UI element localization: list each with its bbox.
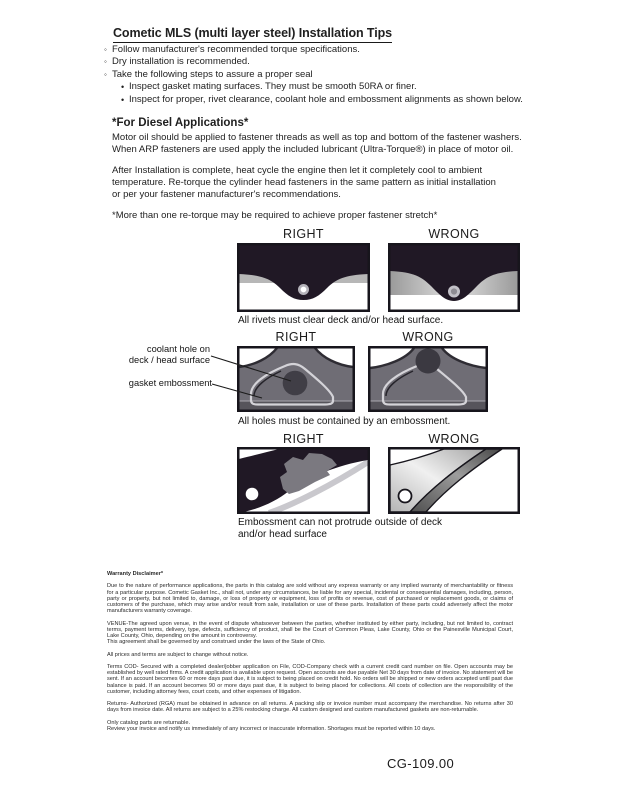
figure3-right-label: RIGHT bbox=[283, 432, 324, 446]
annotation-line: deck / head surface bbox=[128, 354, 210, 365]
list-item bbox=[104, 44, 524, 56]
sub-bullet-marker-icon: • bbox=[121, 82, 125, 93]
figure1-wrong-label: WRONG bbox=[428, 227, 480, 241]
diesel-paragraph-2 bbox=[112, 165, 522, 202]
embossment-containment-right-diagram bbox=[237, 346, 355, 412]
list-item-text: Inspect for proper, rivet clearance, coolant hole and embossment alignments as shown below. bbox=[129, 93, 523, 105]
gasket-embossment-annotation: gasket embossment bbox=[128, 378, 212, 388]
page-code: CG-109.00 bbox=[387, 756, 455, 771]
legal-paragraph-governed: This agreement shall be governed by and construed under the laws of the State of Ohio. bbox=[107, 639, 326, 646]
legal-paragraph-returnable: Only catalog parts are returnable. bbox=[107, 719, 191, 726]
legal-paragraph-review: Review your invoice and notify us immediately of any incorrect or inaccurate information. Shortages must be reported within 10 days. bbox=[107, 725, 436, 732]
figure3-wrong-label: WRONG bbox=[428, 432, 480, 446]
legal-paragraph-warranty: Due to the nature of performance applications, the parts in this catalog are sold without any express warranty or any implied warranty of merchantability or fitness for a particular purpose. Cometic Gasket Inc., shall not, under any circumstances, be liable for any special, incidental or consequential damages, including, person, party or property, but not limited to, damage, or loss of property or equipment, loss of profits or revenue, cost of purchased or replacement goods, or claims of customers of the purchase, which may arise and/or result from sale, installation or use of these parts. Installation of these parts could adversely affect the motor manufacturers warranty coverage. bbox=[107, 583, 513, 615]
figure2-caption: All holes must be contained by an embossment. bbox=[238, 416, 451, 427]
warranty-disclaimer-heading: Warranty Disclaimer* bbox=[107, 571, 164, 577]
figure2-right-label: RIGHT bbox=[275, 330, 317, 344]
paragraph-line: Motor oil should be applied to fastener threads as well as top and bottom of the fastener washers. bbox=[112, 132, 522, 143]
retorque-note: *More than one re-torque may be required to achieve proper fastener stretch* bbox=[112, 210, 438, 221]
legal-paragraph-terms: Terms COD- Secured with a completed dealer/jobber application on File, COD-Company check with a current credit card number on file. Open accounts may be established by well rated firms. A credit application is available upon request. Open accounts are due payable Net 30 days from date of invoice. No statement will be sent. If an account becomes 60 or more days past due, it is subject to being placed on credit hold. No orders will be shipped or new orders accepted until past due balance is paid. If an account becomes 90 or more days past due, it is subject to being placed for collections. All costs of collection are the responsibility of the customer, including attorney fees, court costs, and other expenses of litigation. bbox=[107, 663, 513, 695]
bullet-marker-icon: ◦ bbox=[104, 57, 107, 67]
list-item bbox=[104, 69, 524, 81]
embossment-containment-wrong-diagram bbox=[368, 346, 488, 412]
sub-list-item bbox=[104, 94, 524, 106]
paragraph-line: temperature. Re-torque the cylinder head fasteners in the same pattern as initial installation bbox=[112, 177, 496, 189]
sub-list-item bbox=[104, 81, 524, 93]
list-item-text: Inspect gasket mating surfaces. They must be smooth 50RA or finer. bbox=[129, 81, 417, 93]
annotation-line: coolant hole on bbox=[146, 344, 210, 354]
paragraph-line: When ARP fasteners are used apply the included lubricant (Ultra-Torque®) in place of motor oil. bbox=[112, 144, 514, 156]
paragraph-line: After Installation is complete, heat cycle the engine then let it completely cool to ambient bbox=[112, 165, 483, 176]
legal-paragraph-venue: VENUE-The agreed upon venue, in the event of dispute whatsoever between the parties, whether instituted by either party, including, but not limited to, contract terms, payment terms, delivery, type, defects, sufficiency of product, shall be the Court of Common Pleas, Lake County, Ohio or the Painesville Municipal Court, Lake County, Ohio, depending on the amount in controversy. bbox=[107, 620, 513, 639]
bullet-marker-icon: ◦ bbox=[104, 45, 107, 54]
paragraph-line: or per your fastener manufacturer's recommendations. bbox=[112, 189, 341, 201]
list-item-text: Dry installation is recommended. bbox=[112, 56, 250, 68]
rivet-clearance-right-diagram bbox=[237, 243, 370, 312]
bullet-marker-icon: ◦ bbox=[104, 69, 107, 79]
rivet-clearance-wrong-diagram bbox=[388, 243, 520, 312]
embossment-protrusion-right-diagram bbox=[237, 447, 370, 514]
figure1-caption: All rivets must clear deck and/or head surface. bbox=[238, 315, 444, 326]
legal-paragraph-prices: All prices and terms are subject to change without notice. bbox=[107, 651, 249, 658]
figure2-wrong-label: WRONG bbox=[402, 330, 454, 344]
legal-paragraph-returns: Returns- Authorized (RGA) must be obtained in advance on all returns. A packing slip or invoice number must accompany the merchandise. No returns after 30 days from invoice date. All returns are subject to a 25% restocking charge. All custom designed and custom manufactured gaskets are non-returnable. bbox=[107, 701, 513, 714]
figure3-caption: Embossment can not protrude outside of deck and/or head surface bbox=[238, 517, 443, 540]
embossment-protrusion-wrong-diagram bbox=[388, 447, 520, 514]
list-item-text: Take the following steps to assure a proper seal bbox=[112, 68, 313, 80]
installation-tips-list bbox=[104, 44, 524, 106]
diesel-paragraph-1 bbox=[112, 132, 522, 156]
coolant-hole-annotation bbox=[95, 344, 210, 366]
page-title: Cometic MLS (multi layer steel) Installation Tips bbox=[113, 26, 392, 43]
figure1-right-label: RIGHT bbox=[283, 227, 324, 241]
diesel-section-heading: *For Diesel Applications* bbox=[112, 117, 249, 129]
legal-fine-print bbox=[107, 571, 513, 738]
sub-bullet-marker-icon: • bbox=[121, 94, 125, 105]
list-item-text: Follow manufacturer's recommended torque specifications. bbox=[112, 44, 360, 55]
list-item bbox=[104, 56, 524, 68]
